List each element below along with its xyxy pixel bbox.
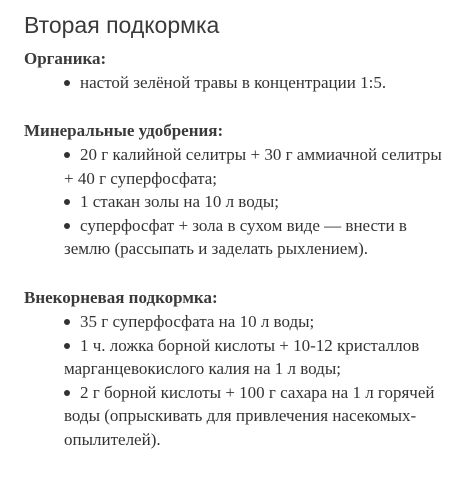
bullet-list: [24, 310, 444, 451]
section-heading: Минеральные удобрения:: [24, 121, 224, 140]
list-item-text: 20 г калийной селитры + 30 г аммиачной селитры + 40 г суперфосфата;: [64, 145, 442, 188]
list-item-text: 1 стакан золы на 10 л воды;: [80, 192, 280, 211]
list-item: [24, 190, 444, 214]
list-item: [24, 310, 444, 334]
list-item-text: 2 г борной кислоты + 100 г сахара на 1 л горячей воды (опрыскивать для привлечения насекомых-опылителей).: [64, 382, 435, 449]
bullet-list: [24, 143, 444, 261]
bullet-list: [24, 71, 444, 95]
list-item: [24, 71, 444, 95]
list-item-text: 1 ч. ложка борной кислоты + 10-12 кристаллов марганцевокислого калия на 1 л воды;: [64, 335, 420, 378]
bullet-icon: [64, 152, 70, 158]
bullet-icon: [64, 223, 70, 229]
section-mineral-fertilizers: [24, 119, 444, 261]
section-organics: [24, 47, 444, 95]
bullet-icon: [64, 319, 70, 325]
list-item-text: настой зелёной травы в концентрации 1:5.: [80, 73, 387, 92]
section-heading: Органика:: [24, 49, 107, 68]
list-item: [24, 214, 444, 261]
list-item: [24, 334, 444, 381]
section-foliar-feeding: [24, 286, 444, 451]
bullet-icon: [64, 343, 70, 349]
list-item-text: суперфосфат + зола в сухом виде — внести в землю (рассыпать и заделать рыхлением).: [64, 215, 407, 258]
bullet-icon: [64, 80, 70, 86]
page-title: Вторая подкормка: [24, 12, 220, 38]
bullet-icon: [64, 390, 70, 396]
list-item-text: 35 г суперфосфата на 10 л воды;: [80, 312, 315, 331]
section-heading: Внекорневая подкормка:: [24, 288, 218, 307]
list-item: [24, 381, 444, 452]
list-item: [24, 143, 444, 190]
bullet-icon: [64, 199, 70, 205]
